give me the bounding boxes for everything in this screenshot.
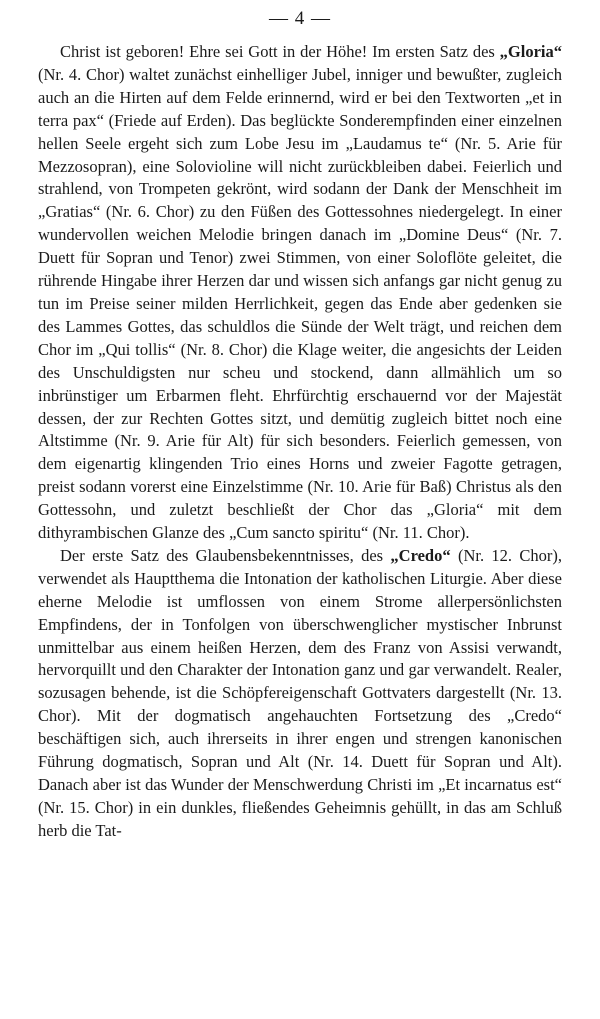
bold-term: „Gloria“: [499, 42, 562, 61]
paragraph: [38, 545, 562, 843]
text-run: (Nr. 12. Chor), verwendet als Hauptthema die Intonation der katholischen Liturgie. Aber diese eherne Melodie ist umflossen von einem Strome allerpersönlichsten Empfindens, der in Tonfolgen von überschwenglicher mystischer Inbrunst unmittelbar aus einem heißen Herzen, dem des Franz von Assisi verwandt, hervorquillt und den Charakter der Intonation ganz und gar verwandelt. Realer, sozusagen behende, ist die Schöpfereigenschaft Gottvaters dargestellt (Nr. 13. Chor). Mit der dogmatisch angehauchten Fortsetzung des „Credo“ beschäftigen sich, auch ihrerseits in ihrer engen und strengen kanonischen Führung dogmatisch, Sopran und Alt (Nr. 14. Duett für Sopran und Alt). Danach aber ist das Wunder der Menschwerdung Christi im „Et incarnatus est“ (Nr. 15. Chor) in ein dunkles, fließendes Geheimnis gehüllt, in das am Schluß herb die Tat-: [38, 545, 562, 840]
page-number: — 4 —: [269, 8, 331, 29]
body-text: [38, 41, 562, 843]
text-run: (Nr. 4. Chor) waltet zunächst einhelliger Jubel, inniger und bewußter, zugleich auch an die Hirten auf dem Felde erinnernd, wird er bei den Textworten „et in terra pax“ (Friede auf Erden). Das beglückte Sonderempfinden einer einzelnen hellen Seele ergeht sich zum Lobe Jesu im „Laudamus te“ (Nr. 5. Arie für Mezzosopran), eine Solovioline will nicht zurückbleiben dabei. Feierlich und strahlend, von Trompeten gekrönt, wird sodann der Dank der Menschheit im „Gratias“ (Nr. 6. Chor) zu den Füßen des Gottessohnes niedergelegt. In einer wundervollen weichen Melodie bringen danach im „Domine Deus“ (Nr. 7. Duett für Sopran und Tenor) zwei Stimmen, von einer Soloflöte geleitet, die rührende Hingabe ihrer Herzen dar und wissen sich anfangs gar nicht genug zu tun im Preise seiner milden Herrlichkeit, gegen das Ende aber gedenken sie des Lammes Gottes, das schuldlos die Sünde der Welt trägt, und reichen dem Chor im „Qui tollis“ (Nr. 8. Chor) die Klage weiter, die angesichts der Leiden des Unschuldigsten nur scheu und stockend, dann allmählich um so inbrünstiger um Erbarmen fleht. Ehrfürchtig erschauernd vor der Majestät dessen, der zur Rechten Gottes sitzt, und demütig zugleich bittet noch eine Altstimme (Nr. 9. Arie für Alt) für sich besonders. Feierlich gemessen, von dem eigenartig klingenden Trio eines Horns und zweier Fagotte getragen, preist sodann vorerst eine Einzelstimme (Nr. 10. Arie für Baß) Christus als den Gottessohn, und zuletzt beschließt der Chor das „Gloria“ mit dem dithyrambischen Glanze des „Cum sancto spiritu“ (Nr. 11. Chor).: [38, 64, 562, 543]
text-run: Der erste Satz des Glaubensbekenntnisses, des: [60, 545, 391, 565]
text-run: Christ ist geboren! Ehre sei Gott in der Höhe! Im ersten Satz des: [60, 42, 500, 61]
document-page: [38, 8, 562, 843]
bold-term: „Credo“: [390, 545, 451, 565]
paragraph: [38, 41, 562, 545]
